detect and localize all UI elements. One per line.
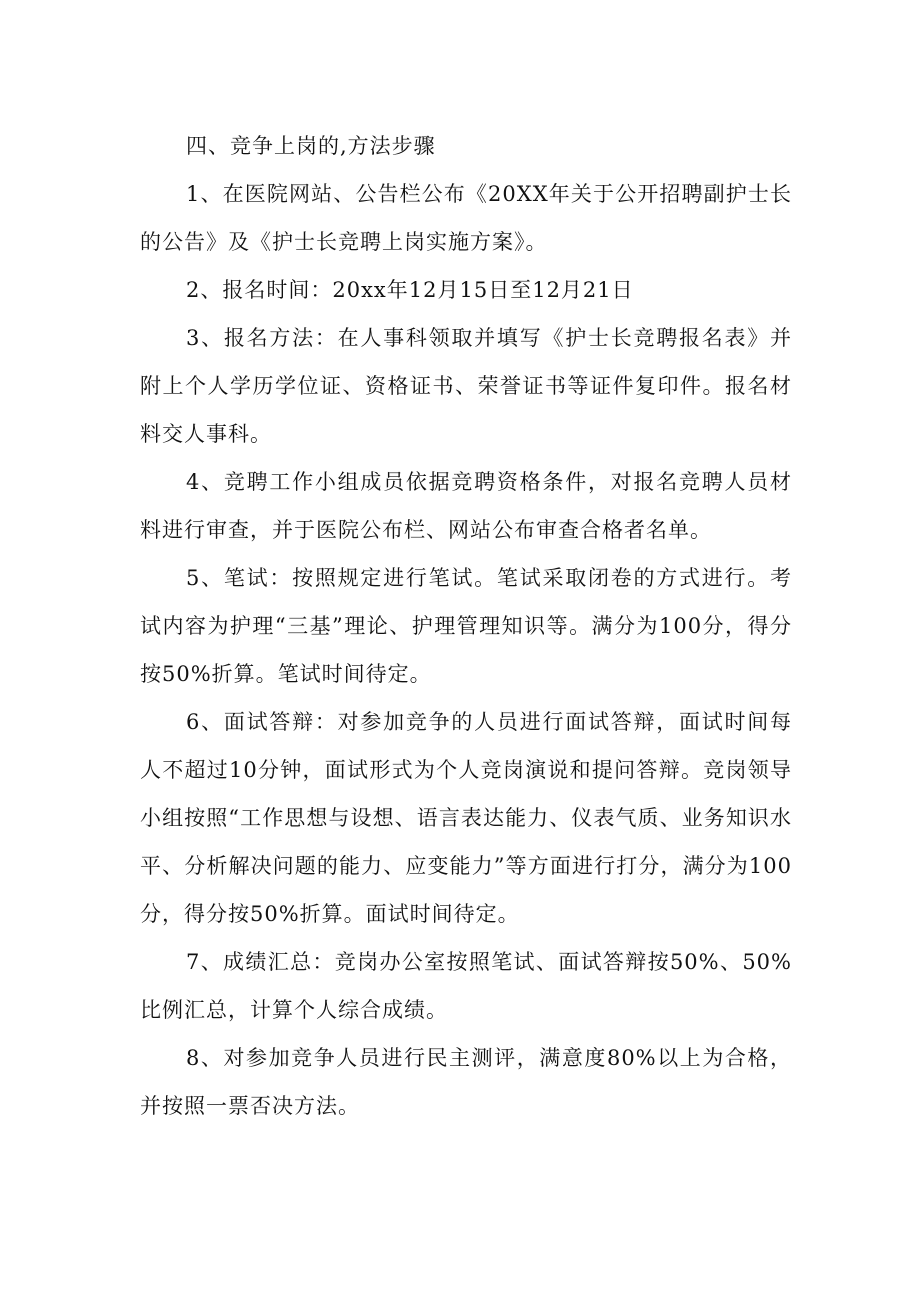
section-heading: 四、竞争上岗的,方法步骤 [186, 134, 436, 158]
paragraph-8: 8、对参加竞争人员进行民主测评，满意度80%以上为合格，并按照一票否决方法。 [140, 1046, 792, 1118]
paragraph-3: 3、报名方法：在人事科领取并填写《护士长竞聘报名表》并附上个人学历学位证、资格证书、荣誉证书等证件复印件。报名材料交人事科。 [140, 326, 792, 446]
paragraph-5: 5、笔试：按照规定进行笔试。笔试采取闭卷的方式进行。考试内容为护理“三基”理论、护理管理知识等。满分为100分，得分按50%折算。笔试时间待定。 [140, 566, 792, 686]
paragraph-2: 2、报名时间：20xx年12月15日至12月21日 [186, 278, 634, 302]
paragraph-1: 1、在医院网站、公告栏公布《20XX年关于公开招聘副护士长的公告》及《护士长竞聘上岗实施方案》。 [140, 182, 792, 254]
paragraph-4: 4、竞聘工作小组成员依据竞聘资格条件，对报名竞聘人员材料进行审查，并于医院公布栏、网站公布审查合格者名单。 [140, 470, 792, 542]
document-body [140, 122, 792, 1130]
paragraph-6: 6、面试答辩：对参加竞争的人员进行面试答辩，面试时间每人不超过10分钟，面试形式为个人竞岗演说和提问答辩。竞岗领导小组按照“工作思想与设想、语言表达能力、仪表气质、业务知识水平、分析解决问题的能力、应变能力”等方面进行打分，满分为100分，得分按50%折算。面试时间待定。 [140, 710, 792, 926]
paragraph-7: 7、成绩汇总：竞岗办公室按照笔试、面试答辩按50%、50%比例汇总，计算个人综合成绩。 [140, 950, 792, 1022]
